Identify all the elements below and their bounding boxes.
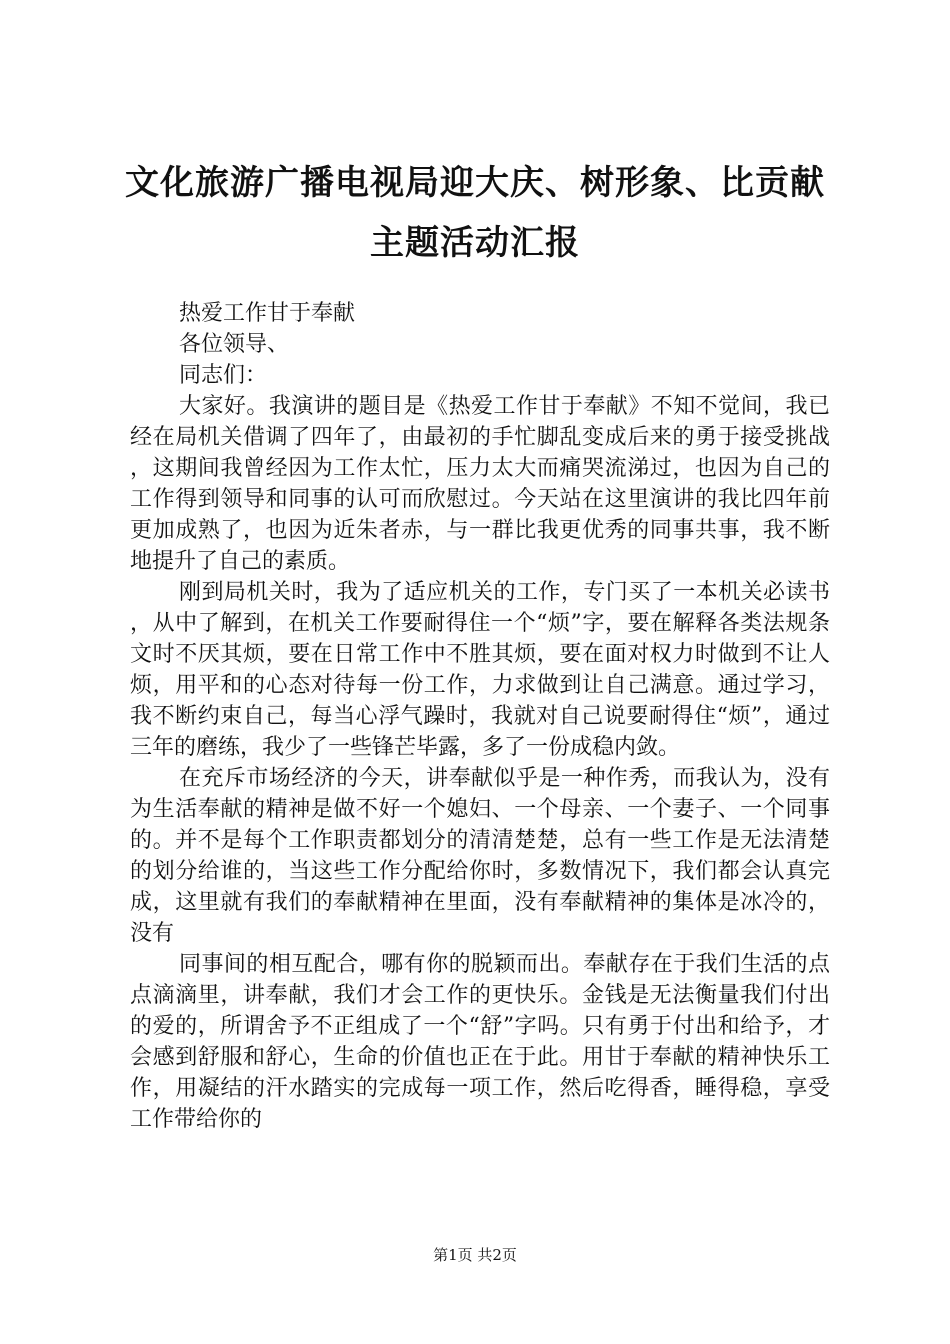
document-title-line-1: 文化旅游广播电视局迎大庆、树形象、比贡献 (125, 163, 825, 203)
body-paragraph: 在充斥市场经济的今天，讲奉献似乎是一种作秀，而我认为，没有为生活奉献的精神是做不好一个媳妇、一个母亲、一个妻子、一个同事的。并不是每个工作职责都划分的清清楚楚，总有一些工作是无法清楚的划分给谁的，当这些工作分配给你时，多数情况下，我们都会认真完成，这里就有我们的奉献精神在里面，没有奉献精神的集体是冰冷的，没有 (130, 766, 830, 946)
speech-title: 热爱工作甘于奉献 (179, 301, 356, 326)
body-paragraph: 同事间的相互配合，哪有你的脱颖而出。奉献存在于我们生活的点点滴滴里，讲奉献，我们才会工作的更快乐。金钱是无法衡量我们付出的爱的，所谓舍予不正组成了一个“舒”字吗。只有勇于付出和给予，才会感到舒服和舒心，生命的价值也正在于此。用甘于奉献的精神快乐工作，用凝结的汗水踏实的完成每一项工作，然后吃得香，睡得稳，享受工作带给你的 (130, 952, 830, 1132)
salutation-leaders: 各位领导、 (179, 332, 290, 357)
document-body (130, 298, 830, 1135)
salutation-comrades: 同志们： (179, 363, 268, 388)
page-footer: 第1页 共2页 (433, 1246, 517, 1264)
body-paragraph: 大家好。我演讲的题目是《热爱工作甘于奉献》不知不觉间，我已经在局机关借调了四年了，由最初的手忙脚乱变成后来的勇于接受挑战，这期间我曾经因为工作太忙，压力太大而痛哭流涕过，也因为自己的工作得到领导和同事的认可而欣慰过。今天站在这里演讲的我比四年前更加成熟了，也因为近朱者赤，与一群比我更优秀的同事共事，我不断地提升了自己的素质。 (130, 394, 830, 574)
document-title-line-2: 主题活动汇报 (370, 223, 580, 263)
body-paragraph: 刚到局机关时，我为了适应机关的工作，专门买了一本机关必读书，从中了解到，在机关工作要耐得住一个“烦”字，要在解释各类法规条文时不厌其烦，要在日常工作中不胜其烦，要在面对权力时做到不让人烦，用平和的心态对待每一份工作，力求做到让自己满意。通过学习，我不断约束自己，每当心浮气躁时，我就对自己说要耐得住“烦”，通过三年的磨练，我少了一些锋芒毕露，多了一份成稳内敛。 (130, 580, 830, 760)
